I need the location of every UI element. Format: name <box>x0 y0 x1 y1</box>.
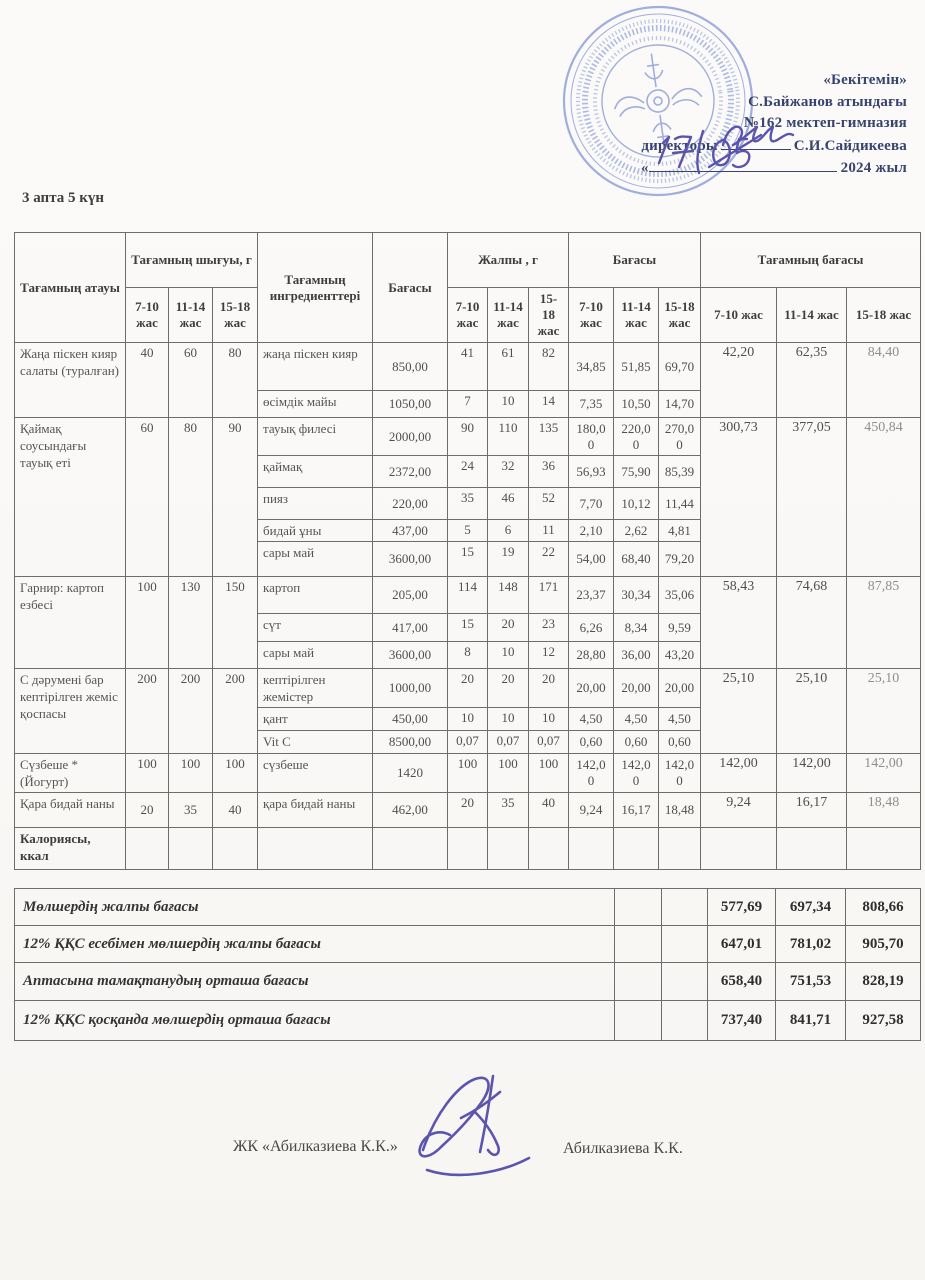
summary-label: 12% ҚҚС қосқанда мөлшердің орташа бағасы <box>15 1001 615 1041</box>
empty-cell <box>662 889 708 926</box>
qty-cell: 7 <box>448 391 488 418</box>
empty-cell <box>847 828 921 870</box>
unit-price-cell: 3600,00 <box>373 642 448 669</box>
empty-cell <box>662 963 708 1001</box>
cost-cell: 2,62 <box>614 520 659 542</box>
cost-cell: 56,93 <box>569 456 614 488</box>
empty-cell <box>169 828 213 870</box>
summary-value: 658,40 <box>708 963 776 1001</box>
cost-cell: 4,50 <box>614 708 659 731</box>
approval-block <box>641 70 907 180</box>
qty-cell: 19 <box>488 542 529 577</box>
ingredient-cell: сүзбеше <box>258 754 373 793</box>
out-cell: 40 <box>213 793 258 828</box>
cost-cell: 7,35 <box>569 391 614 418</box>
cost-cell: 85,39 <box>659 456 701 488</box>
cost-cell: 16,17 <box>614 793 659 828</box>
summary-row <box>15 889 921 926</box>
table-row <box>15 418 921 456</box>
out-cell: 200 <box>213 669 258 754</box>
qty-cell: 90 <box>448 418 488 456</box>
age-col: 15-18 жас <box>529 288 569 343</box>
qty-cell: 10 <box>488 708 529 731</box>
cost-cell: 34,85 <box>569 343 614 391</box>
cost-cell: 180,00 <box>569 418 614 456</box>
table-row <box>15 343 921 391</box>
dish-name-cell: Қара бидай наны <box>15 793 126 828</box>
table-row <box>15 793 921 828</box>
cost-cell: 35,06 <box>659 577 701 614</box>
qty-cell: 10 <box>529 708 569 731</box>
qty-cell: 36 <box>529 456 569 488</box>
header-row-groups <box>15 233 921 288</box>
table-row <box>15 669 921 708</box>
empty-cell <box>258 828 373 870</box>
qty-cell: 20 <box>448 669 488 708</box>
empty-cell <box>529 828 569 870</box>
cost-cell: 28,80 <box>569 642 614 669</box>
qty-cell: 24 <box>448 456 488 488</box>
cost-cell: 68,40 <box>614 542 659 577</box>
qty-cell: 114 <box>448 577 488 614</box>
qty-cell: 20 <box>448 793 488 828</box>
summary-value: 697,34 <box>776 889 846 926</box>
summary-value: 808,66 <box>846 889 921 926</box>
dish-price-cell: 18,48 <box>847 793 921 828</box>
dish-price-cell: 142,00 <box>701 754 777 793</box>
age-col: 15-18 жас <box>213 288 258 343</box>
ingredient-cell: пияз <box>258 488 373 520</box>
ingredient-cell: кептірілген жемістер <box>258 669 373 708</box>
summary-label: Мөлшердің жалпы бағасы <box>15 889 615 926</box>
date-month-line <box>701 157 765 172</box>
age-col: 15-18 жас <box>659 288 701 343</box>
dish-price-cell: 142,00 <box>847 754 921 793</box>
qty-cell: 0,07 <box>529 731 569 754</box>
out-cell: 60 <box>126 418 169 577</box>
dish-price-cell: 450,84 <box>847 418 921 577</box>
dish-name-cell: Қаймақ соусындағы тауық еті <box>15 418 126 577</box>
qty-cell: 100 <box>448 754 488 793</box>
summary-value: 828,19 <box>846 963 921 1001</box>
year-label: 2024 жыл <box>840 160 907 176</box>
unit-price-cell: 205,00 <box>373 577 448 614</box>
dish-price-cell: 58,43 <box>701 577 777 669</box>
cost-cell: 142,00 <box>659 754 701 793</box>
qty-cell: 35 <box>448 488 488 520</box>
ingredient-cell: өсімдік майы <box>258 391 373 418</box>
summary-value: 905,70 <box>846 926 921 963</box>
cost-cell: 220,00 <box>614 418 659 456</box>
dish-price-cell: 62,35 <box>777 343 847 418</box>
empty-cell <box>448 828 488 870</box>
qty-cell: 8 <box>448 642 488 669</box>
qty-cell: 23 <box>529 614 569 642</box>
summary-row <box>15 926 921 963</box>
cost-cell: 69,70 <box>659 343 701 391</box>
out-cell: 100 <box>213 754 258 793</box>
dish-name-cell: С дәрумені бар кептірілген жеміс қоспасы <box>15 669 126 754</box>
cost-cell: 6,26 <box>569 614 614 642</box>
cost-cell: 4,81 <box>659 520 701 542</box>
dish-name-cell: Гарнир: картоп езбесі <box>15 577 126 669</box>
empty-cell <box>615 926 662 963</box>
dish-price-cell: 84,40 <box>847 343 921 418</box>
qty-cell: 10 <box>488 391 529 418</box>
qty-cell: 22 <box>529 542 569 577</box>
empty-cell <box>777 828 847 870</box>
ingredient-cell: тауық филесі <box>258 418 373 456</box>
ingredient-cell: қаймақ <box>258 456 373 488</box>
age-col: 7-10 жас <box>126 288 169 343</box>
empty-cell <box>701 828 777 870</box>
handwritten-month <box>703 131 773 175</box>
qty-cell: 35 <box>488 793 529 828</box>
col-dish-name: Тағамның атауы <box>15 233 126 343</box>
dish-price-cell: 300,73 <box>701 418 777 577</box>
dish-price-cell: 42,20 <box>701 343 777 418</box>
cost-cell: 43,20 <box>659 642 701 669</box>
col-price: Бағасы <box>373 233 448 343</box>
unit-price-cell: 8500,00 <box>373 731 448 754</box>
ingredient-cell: Vit C <box>258 731 373 754</box>
ingredient-cell: қара бидай наны <box>258 793 373 828</box>
qty-cell: 148 <box>488 577 529 614</box>
cost-cell: 20,00 <box>569 669 614 708</box>
out-cell: 130 <box>169 577 213 669</box>
cost-cell: 51,85 <box>614 343 659 391</box>
cost-cell: 18,48 <box>659 793 701 828</box>
qty-cell: 20 <box>488 669 529 708</box>
qty-cell: 52 <box>529 488 569 520</box>
unit-price-cell: 417,00 <box>373 614 448 642</box>
qty-cell: 100 <box>488 754 529 793</box>
table-row <box>15 577 921 614</box>
dish-price-cell: 16,17 <box>777 793 847 828</box>
qty-cell: 14 <box>529 391 569 418</box>
qty-cell: 40 <box>529 793 569 828</box>
date-blank-line <box>765 157 837 172</box>
cost-cell: 142,00 <box>569 754 614 793</box>
dish-name-cell: Сүзбеше *(Йогурт) <box>15 754 126 793</box>
open-quote: « <box>640 160 649 176</box>
empty-cell <box>615 1001 662 1041</box>
qty-cell: 12 <box>529 642 569 669</box>
qty-cell: 6 <box>488 520 529 542</box>
cost-cell: 36,00 <box>614 642 659 669</box>
cost-cell: 0,60 <box>614 731 659 754</box>
qty-cell: 15 <box>448 542 488 577</box>
cost-cell: 20,00 <box>659 669 701 708</box>
cost-cell: 10,50 <box>614 391 659 418</box>
qty-cell: 20 <box>488 614 529 642</box>
qty-cell: 15 <box>448 614 488 642</box>
footer-company: ЖК «Абилказиева К.К.» <box>233 1138 398 1155</box>
calories-label-cell: Калориясы, ккал <box>15 828 126 870</box>
cost-cell: 11,44 <box>659 488 701 520</box>
summary-label: Аптасына тамақтанудың орташа бағасы <box>15 963 615 1001</box>
empty-cell <box>662 926 708 963</box>
cost-cell: 30,34 <box>614 577 659 614</box>
summary-value: 841,71 <box>776 1001 846 1041</box>
empty-cell <box>126 828 169 870</box>
cost-cell: 9,24 <box>569 793 614 828</box>
age-col: 15-18 жас <box>847 288 921 343</box>
dish-price-cell: 25,10 <box>701 669 777 754</box>
dish-price-cell: 25,10 <box>847 669 921 754</box>
cost-cell: 54,00 <box>569 542 614 577</box>
summary-value: 781,02 <box>776 926 846 963</box>
col-cost: Бағасы <box>569 233 701 288</box>
summary-value: 751,53 <box>776 963 846 1001</box>
out-cell: 20 <box>126 793 169 828</box>
footer-signature-icon <box>395 1072 565 1192</box>
empty-cell <box>373 828 448 870</box>
cost-cell: 2,10 <box>569 520 614 542</box>
qty-cell: 0,07 <box>448 731 488 754</box>
cost-cell: 7,70 <box>569 488 614 520</box>
cost-cell: 10,12 <box>614 488 659 520</box>
age-col: 7-10 жас <box>569 288 614 343</box>
unit-price-cell: 1420 <box>373 754 448 793</box>
col-ingredients: Тағамның ингредиенттері <box>258 233 373 343</box>
qty-cell: 32 <box>488 456 529 488</box>
age-col: 11-14 жас <box>777 288 847 343</box>
director-name: С.И.Сайдикеева <box>793 137 907 154</box>
out-cell: 150 <box>213 577 258 669</box>
out-cell: 35 <box>169 793 213 828</box>
director-prefix: директоры <box>641 137 718 154</box>
cost-cell: 75,90 <box>614 456 659 488</box>
week-day-label: 3 апта 5 күн <box>22 190 105 206</box>
cost-cell: 270,00 <box>659 418 701 456</box>
cost-cell: 9,59 <box>659 614 701 642</box>
out-cell: 60 <box>169 343 213 418</box>
cost-cell: 20,00 <box>614 669 659 708</box>
age-col: 11-14 жас <box>488 288 529 343</box>
unit-price-cell: 450,00 <box>373 708 448 731</box>
date-day-line <box>649 157 701 172</box>
out-cell: 90 <box>213 418 258 577</box>
out-cell: 80 <box>169 418 213 577</box>
dish-price-cell: 87,85 <box>847 577 921 669</box>
cost-cell: 23,37 <box>569 577 614 614</box>
approval-title: «Бекітемін» <box>823 72 907 88</box>
unit-price-cell: 3600,00 <box>373 542 448 577</box>
unit-price-cell: 220,00 <box>373 488 448 520</box>
cost-cell: 0,60 <box>659 731 701 754</box>
empty-cell <box>662 1001 708 1041</box>
summary-label: 12% ҚҚС есебімен мөлшердің жалпы бағасы <box>15 926 615 963</box>
out-cell: 40 <box>126 343 169 418</box>
col-dish-output: Тағамның шығуы, г <box>126 233 258 288</box>
qty-cell: 10 <box>488 642 529 669</box>
menu-table <box>14 232 921 870</box>
age-col: 7-10 жас <box>448 288 488 343</box>
summary-row <box>15 963 921 1001</box>
age-col: 11-14 жас <box>169 288 213 343</box>
calories-row <box>15 828 921 870</box>
ingredient-cell: сүт <box>258 614 373 642</box>
out-cell: 200 <box>169 669 213 754</box>
age-col: 11-14 жас <box>614 288 659 343</box>
ingredient-cell: бидай ұны <box>258 520 373 542</box>
summary-row <box>15 1001 921 1041</box>
col-dish-price: Тағамның бағасы <box>701 233 921 288</box>
qty-cell: 171 <box>529 577 569 614</box>
qty-cell: 46 <box>488 488 529 520</box>
empty-cell <box>615 889 662 926</box>
unit-price-cell: 437,00 <box>373 520 448 542</box>
empty-cell <box>614 828 659 870</box>
cost-cell: 142,00 <box>614 754 659 793</box>
unit-price-cell: 462,00 <box>373 793 448 828</box>
cost-cell: 4,50 <box>569 708 614 731</box>
table-row <box>15 754 921 793</box>
footer-signer-name: Абилказиева К.К. <box>563 1140 683 1157</box>
date-line <box>641 157 907 180</box>
school-name-line1: С.Байжанов атындағы <box>748 93 907 110</box>
out-cell: 100 <box>169 754 213 793</box>
ingredient-cell: сары май <box>258 542 373 577</box>
cost-cell: 79,20 <box>659 542 701 577</box>
qty-cell: 11 <box>529 520 569 542</box>
summary-value: 927,58 <box>846 1001 921 1041</box>
cost-cell: 0,60 <box>569 731 614 754</box>
empty-cell <box>569 828 614 870</box>
cost-cell: 14,70 <box>659 391 701 418</box>
unit-price-cell: 2372,00 <box>373 456 448 488</box>
school-name-line2: №162 мектеп-гимназия <box>743 115 907 131</box>
qty-cell: 110 <box>488 418 529 456</box>
qty-cell: 41 <box>448 343 488 391</box>
cost-cell: 4,50 <box>659 708 701 731</box>
ingredient-cell: қант <box>258 708 373 731</box>
qty-cell: 61 <box>488 343 529 391</box>
summary-value: 647,01 <box>708 926 776 963</box>
dish-price-cell: 25,10 <box>777 669 847 754</box>
qty-cell: 5 <box>448 520 488 542</box>
qty-cell: 10 <box>448 708 488 731</box>
dish-price-cell: 74,68 <box>777 577 847 669</box>
unit-price-cell: 1000,00 <box>373 669 448 708</box>
out-cell: 100 <box>126 754 169 793</box>
out-cell: 200 <box>126 669 169 754</box>
dish-price-cell: 377,05 <box>777 418 847 577</box>
dish-price-cell: 9,24 <box>701 793 777 828</box>
qty-cell: 0,07 <box>488 731 529 754</box>
ingredient-cell: сары май <box>258 642 373 669</box>
col-total-g: Жалпы , г <box>448 233 569 288</box>
dish-price-cell: 142,00 <box>777 754 847 793</box>
unit-price-cell: 2000,00 <box>373 418 448 456</box>
dish-name-cell: Жаңа піскен кияр салаты (туралған) <box>15 343 126 418</box>
unit-price-cell: 850,00 <box>373 343 448 391</box>
empty-cell <box>213 828 258 870</box>
out-cell: 80 <box>213 343 258 418</box>
summary-value: 737,40 <box>708 1001 776 1041</box>
summary-table <box>14 888 921 1041</box>
ingredient-cell: картоп <box>258 577 373 614</box>
ingredient-cell: жаңа піскен кияр <box>258 343 373 391</box>
cost-cell: 8,34 <box>614 614 659 642</box>
qty-cell: 82 <box>529 343 569 391</box>
age-col: 7-10 жас <box>701 288 777 343</box>
qty-cell: 100 <box>529 754 569 793</box>
empty-cell <box>488 828 529 870</box>
unit-price-cell: 1050,00 <box>373 391 448 418</box>
qty-cell: 20 <box>529 669 569 708</box>
empty-cell <box>615 963 662 1001</box>
out-cell: 100 <box>126 577 169 669</box>
empty-cell <box>659 828 701 870</box>
summary-value: 577,69 <box>708 889 776 926</box>
header-row-ages <box>15 288 921 343</box>
qty-cell: 135 <box>529 418 569 456</box>
